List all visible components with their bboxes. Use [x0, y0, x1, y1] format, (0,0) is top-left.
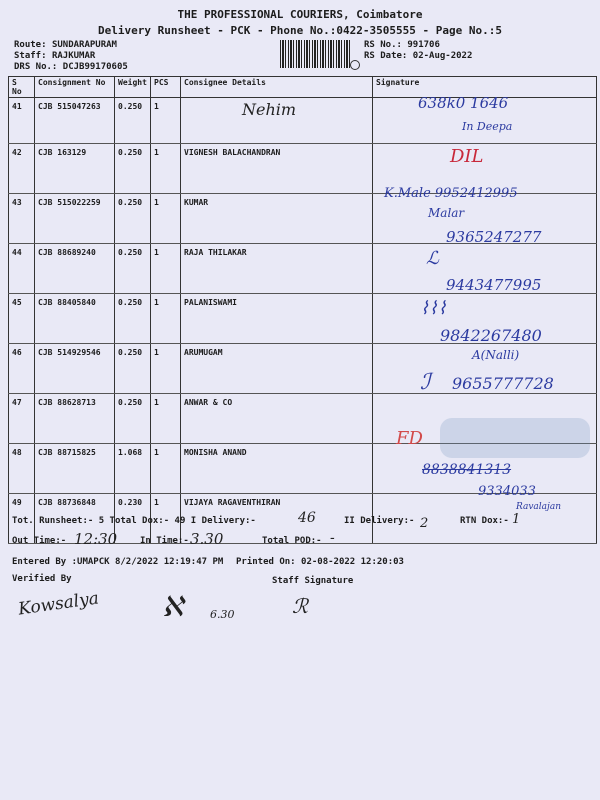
cell-pcs: 1 — [151, 294, 181, 344]
cell-consignee: KUMAR — [181, 194, 373, 244]
col-consignment: Consignment No — [35, 77, 115, 98]
cell-weight: 0.250 — [115, 244, 151, 294]
route-line — [14, 40, 117, 50]
col-consignee: Consignee Details — [181, 77, 373, 98]
hw-signature-48: FD — [396, 428, 423, 449]
cell-weight: 0.250 — [115, 344, 151, 394]
cell-sno: 42 — [9, 144, 35, 194]
cell-weight: 0.250 — [115, 98, 151, 144]
cell-consignment: CJB 515022259 — [35, 194, 115, 244]
signature-scribble-icon: ℵ — [162, 590, 183, 623]
cell-consignee: RAJA THILAKAR — [181, 244, 373, 294]
cell-weight: 0.230 — [115, 494, 151, 544]
col-signature: Signature — [373, 77, 597, 98]
staff-label: Staff: — [14, 51, 47, 61]
cell-consignment: CJB 88628713 — [35, 394, 115, 444]
col-sno: S No — [9, 77, 35, 98]
hw-in-time: 3.30 — [190, 530, 224, 548]
cell-pcs: 1 — [151, 394, 181, 444]
cell-sno: 48 — [9, 444, 35, 494]
rtn-label: RTN Dox:- — [460, 516, 509, 526]
hw-verified-by: Kowsalya — [17, 588, 101, 620]
cell-sno: 44 — [9, 244, 35, 294]
route-value: SUNDARAPURAM — [51, 40, 117, 50]
cell-consignee: ANWAR & CO — [181, 394, 373, 444]
drs-value: DCJB99170605 — [62, 62, 128, 72]
hw-signature-43: K.Male 9952412995 — [384, 186, 518, 201]
hw-signature-49: 8838841313 — [422, 462, 512, 478]
cell-consignment: CJB 515047263 — [35, 98, 115, 144]
total-pod-label: Total POD:- — [262, 536, 322, 546]
rs-date-label: RS Date: — [364, 51, 408, 61]
cell-consignment: CJB 88405840 — [35, 294, 115, 344]
col-weight: Weight — [115, 77, 151, 98]
cell-consignee: PALANISWAMI — [181, 294, 373, 344]
cell-consignment: CJB 514929546 — [35, 344, 115, 394]
cell-sno: 41 — [9, 98, 35, 144]
in-time-label: In Time:- — [140, 536, 189, 546]
cell-sno: 46 — [9, 344, 35, 394]
hw-sign-time: 6.30 — [210, 608, 235, 621]
cell-pcs: 1 — [151, 344, 181, 394]
totals-line: Tot. Runsheet:- 5 Total Dox:- 49 I Delivery:- — [12, 516, 256, 526]
company-title: THE PROFESSIONAL COURIERS, Coimbatore — [177, 8, 423, 21]
hw-signature-49-name: Ravalajan — [516, 502, 561, 512]
cell-consignment: CJB 163129 — [35, 144, 115, 194]
ii-delivery-label: II Delivery:- — [344, 516, 415, 526]
cell-consignee: ARUMUGAM — [181, 344, 373, 394]
runsheet-subtitle: Delivery Runsheet - PCK - Phone No.:0422-3505555 - Page No.:5 — [98, 24, 502, 37]
cell-weight: 0.250 — [115, 144, 151, 194]
barcode — [280, 40, 350, 68]
scribble-icon: ℒ — [426, 248, 439, 269]
cell-consignee: VIJAYA RAGAVENTHIRAN — [181, 494, 373, 544]
cell-pcs: 1 — [151, 144, 181, 194]
printed-on: Printed On: 02-08-2022 12:20:03 — [236, 557, 404, 567]
hw-ii-delivery: 2 — [420, 516, 429, 531]
cell-consignment: CJB 88689240 — [35, 244, 115, 294]
cell-pcs: 1 — [151, 444, 181, 494]
staff-line — [14, 51, 95, 61]
hw-signature-41-name: In Deepa — [462, 120, 513, 133]
cell-sno: 45 — [9, 294, 35, 344]
registration-mark — [350, 60, 360, 70]
scribble-icon: ⌇⌇⌇ — [420, 298, 447, 319]
rs-no-line — [364, 40, 440, 50]
rs-no-label: RS No.: — [364, 40, 402, 50]
cell-pcs: 1 — [151, 244, 181, 294]
cell-sno: 47 — [9, 394, 35, 444]
hw-signature-44: 9365247277 — [446, 228, 542, 246]
cell-consignee: VIGNESH BALACHANDRAN — [181, 144, 373, 194]
cell-weight: 0.250 — [115, 194, 151, 244]
smudge-icon — [440, 418, 590, 458]
entered-by: Entered By :UMAPCK 8/2/2022 12:19:47 PM — [12, 557, 224, 567]
hw-i-delivery: 46 — [298, 510, 316, 526]
hw-signature-46-name: A(Nalli) — [472, 348, 520, 362]
rs-no-value: 991706 — [407, 40, 440, 50]
hw-signature-43-name: Malar — [428, 206, 465, 220]
hw-out-time: 12:30 — [74, 530, 118, 548]
drs-label: DRS No.: — [14, 62, 58, 72]
cell-pcs: 1 — [151, 98, 181, 144]
cell-pcs: 1 — [151, 194, 181, 244]
col-pcs: PCS — [151, 77, 181, 98]
hw-signature-45: 9443477995 — [446, 276, 542, 294]
route-label: Route: — [14, 40, 47, 50]
cell-pcs: 1 — [151, 494, 181, 544]
verified-by-label: Verified By — [12, 574, 72, 584]
scribble-icon: ℐ — [420, 370, 431, 395]
cell-weight: 0.250 — [115, 394, 151, 444]
cell-weight: 1.068 — [115, 444, 151, 494]
staff-signature-scribble-icon: ℛ — [292, 594, 308, 618]
table-header-row — [9, 77, 597, 98]
drs-line — [14, 62, 128, 72]
out-time-label: Out Time:- — [12, 536, 67, 546]
cell-consignment: CJB 88736848 — [35, 494, 115, 544]
hw-signature-46: 9842267480 — [440, 326, 542, 345]
rs-date-line — [364, 51, 472, 61]
hw-total-pod: - — [330, 530, 335, 546]
hw-signature-41: 638k0 1646 — [418, 94, 509, 112]
hw-signature-49-phone: 9334033 — [478, 484, 536, 499]
cell-consignment: CJB 88715825 — [35, 444, 115, 494]
hw-signature-41-mark: DIL — [450, 146, 484, 167]
hw-signature-47: 9655777728 — [452, 374, 554, 393]
staff-value: RAJKUMAR — [51, 51, 96, 61]
hw-consignee-41: Nehim — [242, 100, 297, 119]
staff-signature-label: Staff Signature — [272, 576, 354, 586]
cell-consignee: MONISHA ANAND — [181, 444, 373, 494]
rs-date-value: 02-Aug-2022 — [412, 51, 473, 61]
cell-weight: 0.250 — [115, 294, 151, 344]
hw-rtn: 1 — [512, 512, 521, 527]
cell-sno: 49 — [9, 494, 35, 544]
cell-sno: 43 — [9, 194, 35, 244]
